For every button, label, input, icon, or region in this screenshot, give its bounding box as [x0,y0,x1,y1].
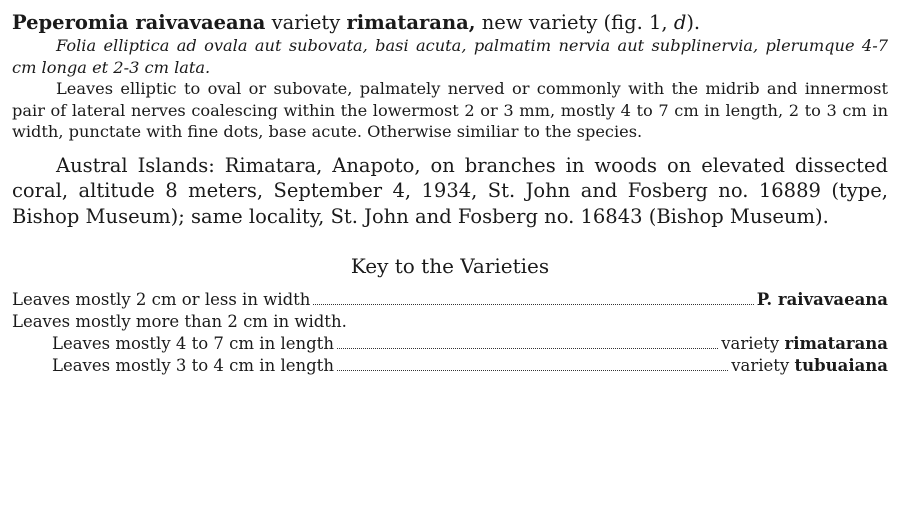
key-result-name: rimatarana [784,334,888,353]
heading-close: ). [686,11,701,34]
key-line-4 [12,355,888,377]
species-name: Peperomia raivavaeana [12,11,266,34]
document-page [12,10,888,377]
leader-dots [337,348,718,349]
key-result-prefix: variety [721,334,780,353]
specimen-citation: Austral Islands: Rimatara, Anapoto, on branches in woods on elevated dissected coral, altitude 8 meters, September 4, 1934, St. John and Fosberg no. 16889 (type, Bishop Museum); same locality, St. John and Fosberg no. 16843 (Bishop Museum). [12,153,888,228]
taxon-heading [12,10,888,35]
variety-name: rimatarana, [346,11,476,34]
figure-letter: d [673,11,687,34]
leader-dots [313,304,753,305]
key-line-text: Leaves mostly 3 to 4 cm in length [52,356,334,375]
key-line-3 [12,333,888,355]
key-result [731,355,888,377]
rank-label: variety [271,11,341,34]
key-result-prefix: variety [731,356,790,375]
key-line-1 [12,289,888,311]
key-result [757,289,888,311]
key-line-text: Leaves mostly 4 to 7 cm in length [52,334,334,353]
key-line-2 [12,311,888,333]
heading-note: new variety (fig. 1, [481,11,668,34]
key-line-text: Leaves mostly 2 cm or less in width [12,290,311,309]
key-line-text: Leaves mostly more than 2 cm in width. [12,312,347,331]
key-result [721,333,888,355]
key-result-name: tubuaiana [794,356,888,375]
latin-description: Folia elliptica ad ovala aut subovata, basi acuta, palmatim nervia aut subplinervia, plerumque 4-7 cm longa et 2-3 cm lata. [12,36,888,77]
variety-key [12,289,888,377]
english-description: Leaves elliptic to oval or subovate, palmately nerved or commonly with the midrib and innermost pair of lateral nerves coalescing within the lowermost 2 or 3 mm, mostly 4 to 7 cm in length, 2 to 3 cm in width, punctate with fine dots, base acute. Otherwise similiar to the species. [12,79,888,141]
leader-dots [337,370,728,371]
key-result-name: P. raivavaeana [756,290,888,309]
key-title: Key to the Varieties [350,254,550,278]
